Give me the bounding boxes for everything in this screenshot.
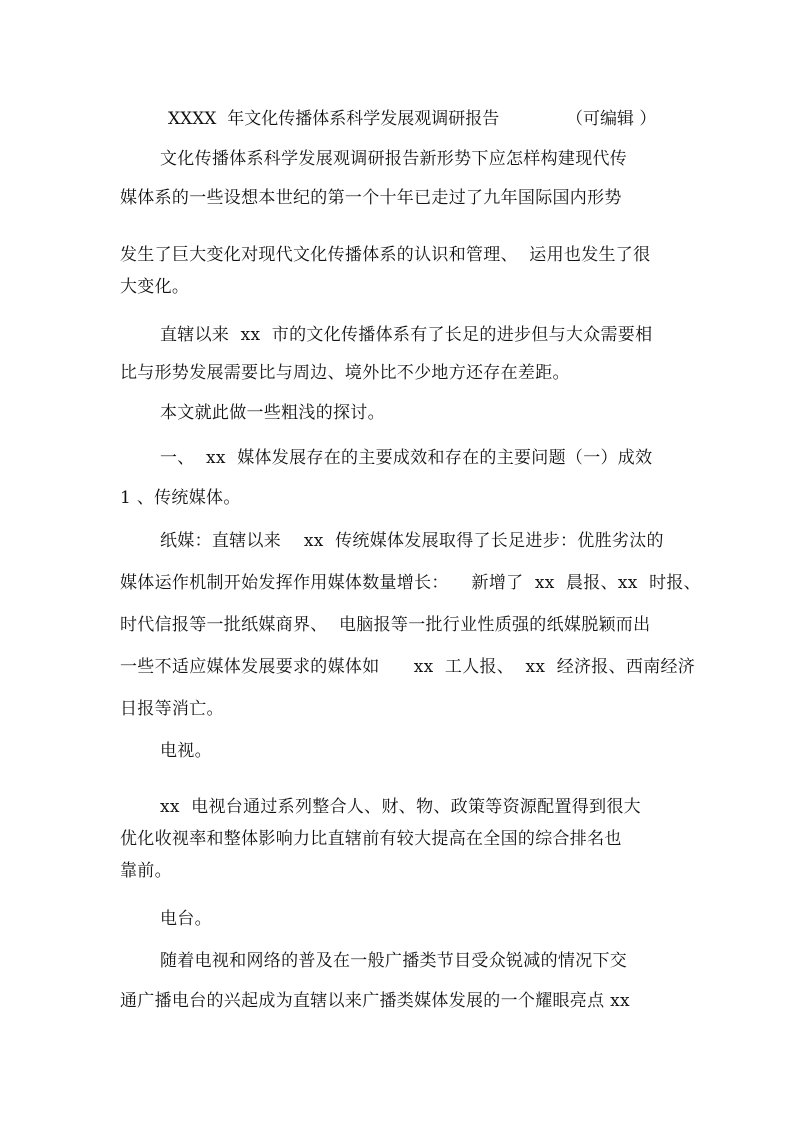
text-line: 直辖以来 xx 市的文化传播体系有了长足的进步但与大众需要相 — [160, 325, 653, 345]
text-line: 纸媒：直辖以来 xx 传统媒体发展取得了长足进步：优胜劣汰的 — [160, 531, 664, 551]
title-text: XXXX 年文化传播体系科学发展观调研报告 — [168, 109, 500, 129]
text-line: 文化传播体系科学发展观调研报告新形势下应怎样构建现代传 — [160, 149, 628, 169]
text-line: 一、 xx 媒体发展存在的主要成效和存在的主要问题（一）成效 — [160, 448, 653, 468]
text-line: 日报等消亡。 — [120, 699, 224, 719]
text-line: 优化收视率和整体影响力比直辖前有较大提高在全国的综合排名也 — [120, 829, 622, 849]
text-line: 随着电视和网络的普及在一般广播类节目受众锐减的情况下交 — [160, 951, 628, 971]
text-line: 比与形势发展需要比与周边、境外比不少地方还存在差距。 — [120, 363, 570, 383]
text-line: xx 电视台通过系列整合人、财、物、政策等资源配置得到很大 — [160, 797, 641, 817]
text-line: 电视。 — [160, 741, 212, 761]
text-line: 1 、传统媒体。 — [120, 488, 241, 508]
text-line: 通广播电台的兴起成为直辖以来广播类媒体发展的一个耀眼亮点 xx — [120, 991, 630, 1011]
text-line: 发生了巨大变化对现代文化传播体系的认识和管理、 运用也发生了很 — [120, 245, 651, 265]
text-line: 媒体系的一些设想本世纪的第一个十年已走过了九年国际国内形势 — [120, 188, 622, 208]
text-line: 一些不适应媒体发展要求的媒体如 xx 工人报、 xx 经济报、西南经济 — [120, 657, 696, 677]
title-editable-note: （可编辑 ） — [566, 109, 657, 129]
text-line: 媒体运作机制开始发挥作用媒体数量增长： 新增了 xx 晨报、xx 时报、 — [120, 573, 701, 593]
text-line: 靠前。 — [120, 861, 172, 881]
text-line: 电台。 — [160, 909, 212, 929]
text-line: 时代信报等一批纸媒商界、 电脑报等一批行业性质强的纸媒脱颖而出 — [120, 615, 651, 635]
text-line: 大变化。 — [120, 277, 190, 297]
text-line: 本文就此做一些粗浅的探讨。 — [160, 403, 385, 423]
